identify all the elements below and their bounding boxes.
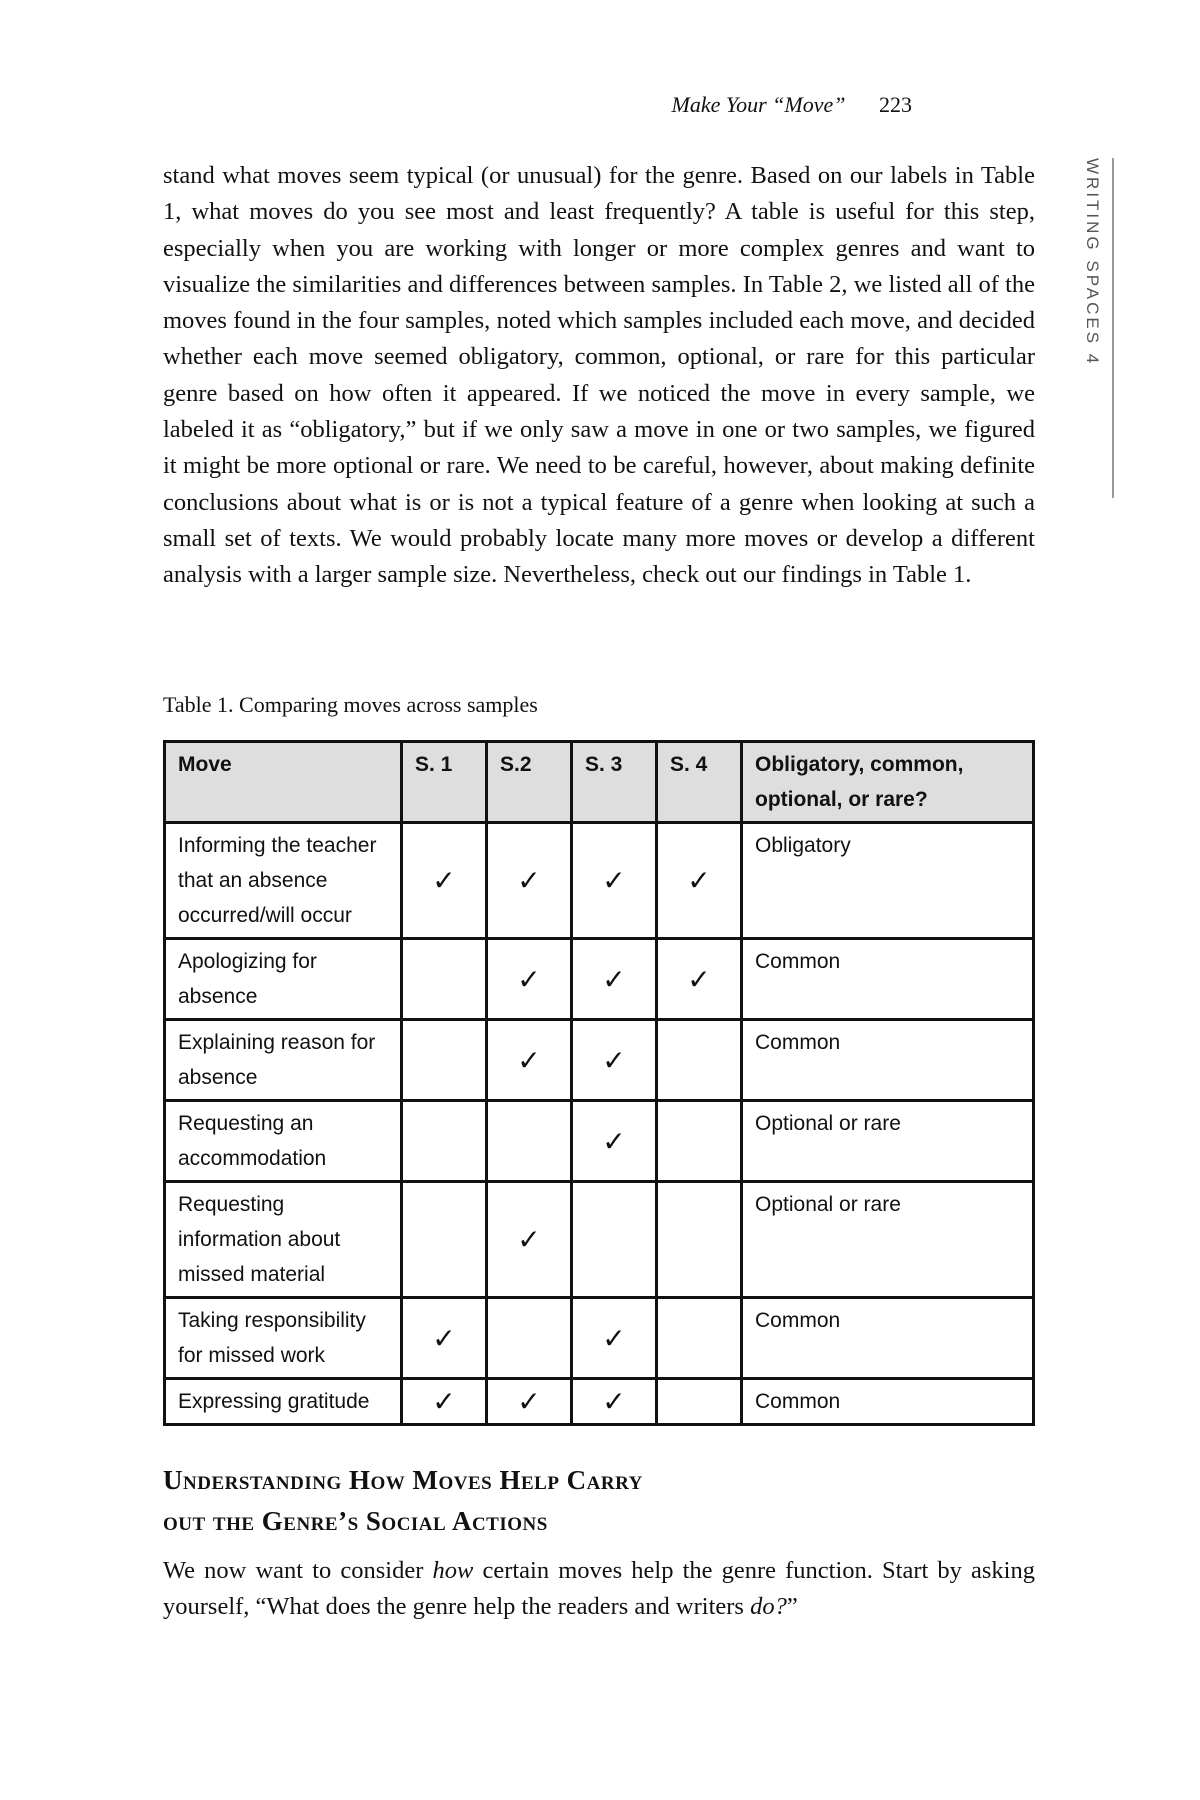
sample-4-cell <box>657 823 742 939</box>
table-body <box>165 823 1034 1425</box>
check-mark-icon: ✓ <box>687 865 711 896</box>
check-mark-icon: ✓ <box>687 963 711 995</box>
check-mark-icon: ✓ <box>602 865 626 896</box>
header-s4: S. 4 <box>657 742 742 823</box>
sample-4-cell <box>657 1020 742 1101</box>
page-number: 223 <box>879 92 912 117</box>
after-text-2: certain moves help the genre function. Start by asking yourself, “What does the genre help the readers and writers <box>163 1557 1035 1621</box>
sample-2-cell <box>487 1379 572 1425</box>
table-row <box>165 939 1034 1020</box>
frequency-cell: Common <box>742 1379 1034 1425</box>
after-text-1: We now want to consider <box>163 1557 433 1584</box>
move-cell: Requesting information about missed material <box>165 1182 402 1298</box>
move-cell: Expressing gratitude <box>165 1379 402 1425</box>
sample-2-cell <box>487 1101 572 1182</box>
sample-3-cell <box>572 823 657 939</box>
table-row <box>165 1379 1034 1425</box>
move-cell: Explaining reason for absence <box>165 1020 402 1101</box>
sample-4-cell <box>657 1379 742 1425</box>
check-mark-icon: ✓ <box>432 865 456 896</box>
check-mark-icon: ✓ <box>602 1044 626 1076</box>
sample-1-cell <box>402 1101 487 1182</box>
frequency-cell: Optional or rare <box>742 1101 1034 1182</box>
header-move: Move <box>165 742 402 823</box>
sample-2-cell <box>487 1020 572 1101</box>
after-text-3: ” <box>786 1593 798 1621</box>
check-mark-icon: ✓ <box>432 1322 456 1354</box>
sample-4-cell <box>657 1101 742 1182</box>
header-s2: S.2 <box>487 742 572 823</box>
table-row <box>165 1020 1034 1101</box>
sample-2-cell <box>487 939 572 1020</box>
check-mark-icon: ✓ <box>517 963 541 995</box>
check-mark-icon: ✓ <box>517 1386 541 1417</box>
frequency-cell: Obligatory <box>742 823 1034 939</box>
after-paragraph <box>163 1553 1035 1626</box>
sample-3-cell <box>572 1298 657 1379</box>
body-paragraph: stand what moves seem typical (or unusual) for the genre. Based on our labels in Table 1, what moves do you see most and least frequently? A table is useful for this step, especially when you are working with longer or more complex genres and want to visualize the similarities and differences between samples. In Table 2, we listed all of the moves found in the four samples, noted which samples included each move, and decided whether each move seemed obligatory, common, optional, or rare for this particular genre based on how often it appeared. If we noticed the move in every sample, we labeled it as “obligatory,” but if we only saw a move in one or two samples, we figured it might be more optional or rare. We need to be careful, however, about making definite conclusions about what is or is not a typical feature of a genre when looking at such a small set of texts. We would probably locate many more moves or develop a different analysis with a larger sample size. Nevertheless, check out our findings in Table 1. <box>163 162 1035 589</box>
sample-3-cell <box>572 1020 657 1101</box>
header-frequency: Obligatory, common, optional, or rare? <box>742 742 1034 823</box>
check-mark-icon: ✓ <box>517 865 541 896</box>
table-caption: Table 1. Comparing moves across samples <box>163 692 538 717</box>
check-mark-icon: ✓ <box>602 1322 626 1354</box>
sample-2-cell <box>487 823 572 939</box>
sample-1-cell <box>402 1182 487 1298</box>
moves-table <box>163 740 1035 1426</box>
check-mark-icon: ✓ <box>602 1386 626 1417</box>
sample-3-cell <box>572 1379 657 1425</box>
sample-4-cell <box>657 1298 742 1379</box>
table-header-row <box>165 742 1034 823</box>
frequency-cell: Common <box>742 1298 1034 1379</box>
check-mark-icon: ✓ <box>517 1224 541 1255</box>
check-mark-icon: ✓ <box>517 1044 541 1076</box>
check-mark-icon: ✓ <box>602 963 626 995</box>
side-tab-label: WRITING SPACES 4 <box>1083 158 1102 367</box>
check-mark-icon: ✓ <box>432 1386 456 1417</box>
frequency-cell: Common <box>742 939 1034 1020</box>
table-row <box>165 1298 1034 1379</box>
sample-1-cell <box>402 1020 487 1101</box>
sample-1-cell <box>402 823 487 939</box>
sample-3-cell <box>572 939 657 1020</box>
section-heading-line2: out the Genre’s Social Actions <box>163 1506 548 1536</box>
sample-2-cell <box>487 1298 572 1379</box>
section-heading <box>163 1460 643 1542</box>
sample-4-cell <box>657 939 742 1020</box>
header-s1: S. 1 <box>402 742 487 823</box>
side-tab <box>1078 158 1114 498</box>
check-mark-icon: ✓ <box>602 1125 626 1157</box>
sample-1-cell <box>402 1298 487 1379</box>
table-row <box>165 823 1034 939</box>
running-title: Make Your “Move” <box>671 92 846 117</box>
move-cell: Taking responsibility for missed work <box>165 1298 402 1379</box>
header-s3: S. 3 <box>572 742 657 823</box>
sample-1-cell <box>402 939 487 1020</box>
section-heading-line1: Understanding How Moves Help Carry <box>163 1465 643 1495</box>
move-cell: Informing the teacher that an absence occurred/will occur <box>165 823 402 939</box>
running-head <box>672 92 912 118</box>
sample-1-cell <box>402 1379 487 1425</box>
sample-4-cell <box>657 1182 742 1298</box>
frequency-cell: Common <box>742 1020 1034 1101</box>
sample-3-cell <box>572 1101 657 1182</box>
move-cell: Requesting an accommodation <box>165 1101 402 1182</box>
table-row <box>165 1101 1034 1182</box>
after-emph-do: do? <box>750 1593 787 1621</box>
sample-2-cell <box>487 1182 572 1298</box>
table-row <box>165 1182 1034 1298</box>
move-cell: Apologizing for absence <box>165 939 402 1020</box>
sample-3-cell <box>572 1182 657 1298</box>
frequency-cell: Optional or rare <box>742 1182 1034 1298</box>
after-emph-how: how <box>432 1557 474 1584</box>
